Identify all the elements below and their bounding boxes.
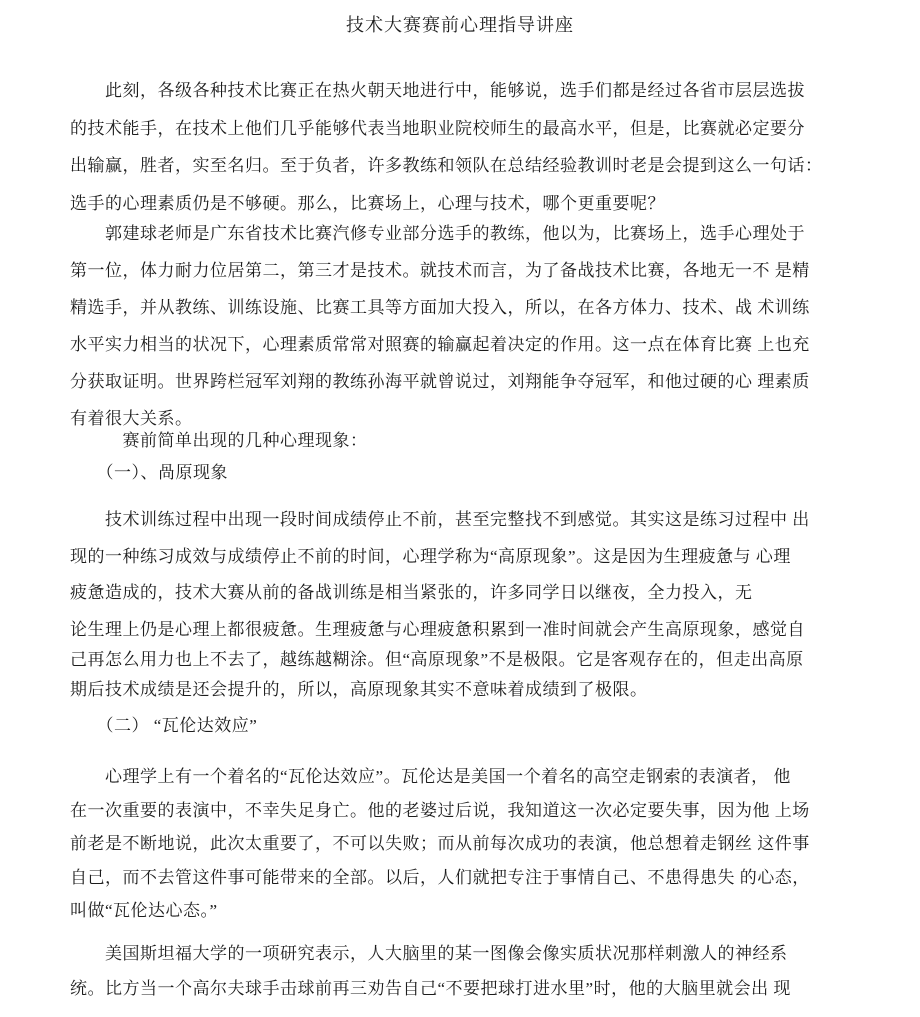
paragraph-heading-plateau bbox=[70, 458, 870, 488]
text-line: 心理学上有一个着名的“瓦伦达效应”。瓦伦达是美国一个着名的高空走钢索的表演者， 他 bbox=[70, 767, 791, 786]
text-line: 在一次重要的表演中，不幸失足身亡。他的老婆过后说，我知道这一次必定要失事，因为他 上场 bbox=[70, 800, 810, 820]
text-line: 精选手，并从教练、训练设施、比赛工具等方面加大投入，所以，在各方体力、技术、战 术训练 bbox=[70, 298, 810, 317]
document-title: 技术大赛赛前心理指导讲座 bbox=[346, 15, 574, 35]
text-line: 己再怎么用力也上不去了，越练越糊涂。但“高原现象”不是极限。它是客观存在的，但走出高原 bbox=[70, 650, 804, 669]
paragraph-intro bbox=[70, 72, 870, 222]
text-line: 选手的心理素质仍是不够硬。那么，比赛场上，心理与技术，哪个更重要呢？ bbox=[70, 193, 665, 213]
text-line: 第一位，体力耐力位居第二，第三才是技术。就技术而言，为了备战技术比赛，各地无一不 是精 bbox=[70, 261, 810, 280]
text-line: 有着很大关系。 bbox=[70, 409, 193, 428]
paragraph-plateau-part1 bbox=[70, 502, 870, 612]
text-line: 水平实力相当的状况下，心理素质常常对照赛的输赢起着决定的作用。这一点在体育比赛 上也充 bbox=[70, 335, 810, 354]
text-line: 的技术能手，在技术上他们几乎能够代表当地职业院校师生的最高水平，但是，比赛就必定要分 bbox=[70, 118, 805, 138]
text-line: 统。比方当一个高尔夫球手击球前再三劝告自己“不要把球打进水里”时，他的大脑里就会出 现 bbox=[70, 979, 791, 998]
text-line: 分获取证明。世界跨栏冠军刘翔的教练孙海平就曾说过，刘翔能争夺冠军，和他过硬的心 理素质 bbox=[70, 372, 810, 391]
text-line: 前老是不断地说，此次太重要了，不可以失败；而从前每次成功的表演，他总想着走钢丝 这件事 bbox=[70, 834, 810, 853]
text-line: 自己，而不去管这件事可能带来的全部。以后，人们就把专注于事情自己、不患得患失 的心态， bbox=[70, 867, 810, 887]
text-line: 美国斯坦福大学的一项研究表示，人大脑里的某一图像会像实质状况那样刺激人的神经系 bbox=[70, 944, 788, 963]
text-line: 技术训练过程中出现一段时间成绩停止不前，甚至完整找不到感觉。其实这是练习过程中 出 bbox=[70, 510, 810, 529]
text-line: 赛前简单出现的几种心理现象： bbox=[70, 431, 368, 450]
text-line: 出输赢，胜者，实至名归。至于负者，许多教练和领队在总结经验教训时老是会提到这么一句话： bbox=[70, 156, 823, 175]
text-line: 郭建球老师是广东省技术比赛汽修专业部分选手的教练，他以为，比赛场上，选手心理处于 bbox=[70, 224, 805, 243]
paragraph-guo-jianqiu bbox=[70, 215, 870, 437]
text-line: 现的一种练习成效与成绩停止不前的时间，心理学称为“高原现象”。这是因为生理疲惫与 心理 bbox=[70, 546, 791, 566]
text-line: 疲惫造成的，技术大赛从前的备战训练是相当紧张的，许多同学日以继夜，全力投入，无 bbox=[70, 583, 753, 602]
paragraph-plateau-part2 bbox=[70, 615, 870, 705]
text-line: （二） “瓦伦达效应” bbox=[70, 716, 258, 735]
text-line: 此刻，各级各种技术比赛正在热火朝天地进行中，能够说，选手们都是经过各省市层层选拔 bbox=[70, 81, 805, 100]
paragraph-wallenda bbox=[70, 760, 870, 928]
text-line: 论生理上仍是心理上都很疲惫。生理疲惫与心理疲惫积累到一准时间就会产生高原现象，感觉自 bbox=[70, 620, 805, 639]
text-line: 叫做“瓦伦达心态。” bbox=[70, 901, 218, 920]
text-line: 期后技术成绩是还会提升的，所以，高原现象其实不意味着成绩到了极限。 bbox=[70, 680, 648, 699]
paragraph-heading-wallenda bbox=[70, 711, 870, 741]
text-line: （一）、咼原现象 bbox=[70, 463, 228, 482]
paragraph-stanford bbox=[70, 936, 870, 1006]
paragraph-section-intro bbox=[70, 426, 870, 456]
